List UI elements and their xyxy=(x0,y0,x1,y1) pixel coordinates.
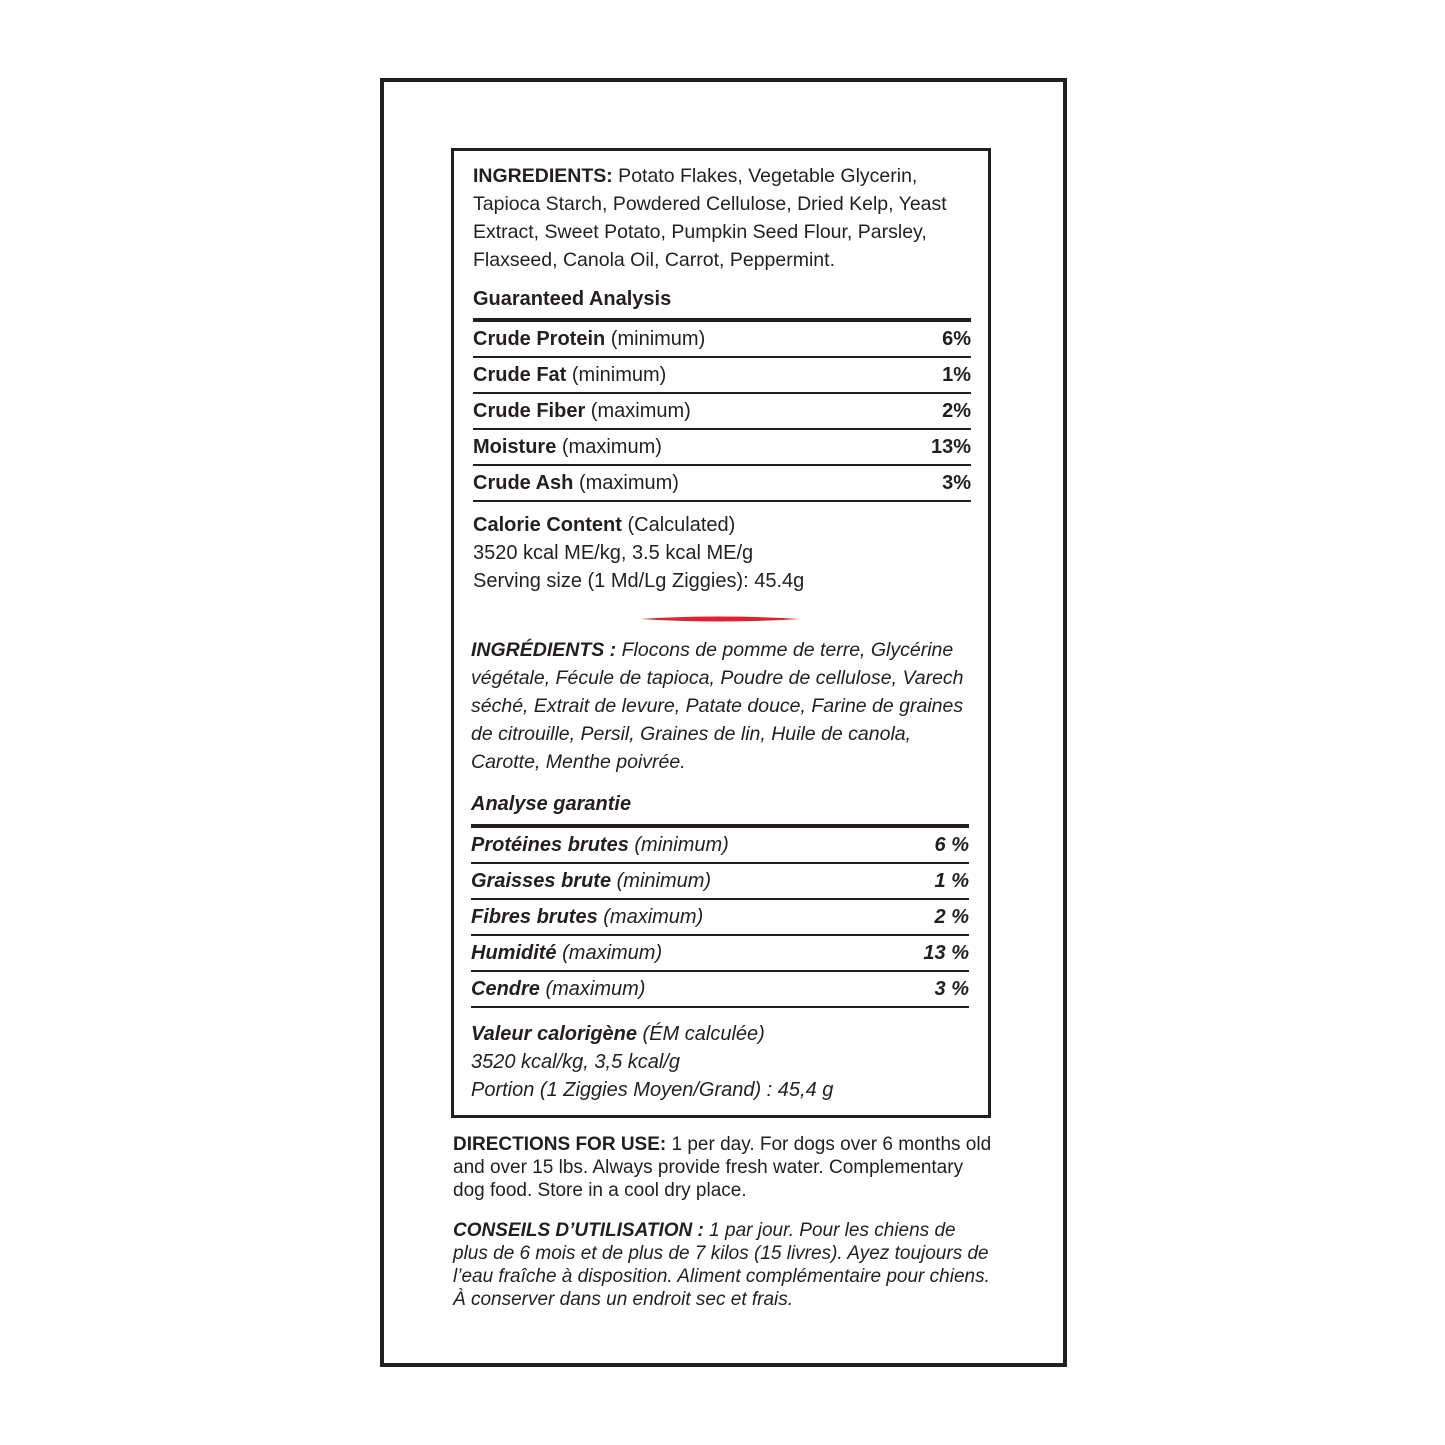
directions-fr-label: CONSEILS D’UTILISATION : xyxy=(453,1220,704,1241)
serving-size: Serving size (1 Md/Lg Ziggies): 45.4g xyxy=(473,570,805,592)
directions-en xyxy=(453,1133,993,1202)
ingredients-fr xyxy=(471,636,971,776)
directions-en-text: 1 per day. For dogs over 6 months old and over 15 lbs. Always provide fresh water. Complementary dog food. Store in a cool dry place. xyxy=(453,1134,992,1201)
row-name: Protéines brutes xyxy=(471,833,629,856)
row-value: 1 % xyxy=(934,869,969,892)
analysis-title-fr: Analyse garantie xyxy=(471,793,632,815)
row-name: Humidité xyxy=(471,941,557,964)
ingredients-en xyxy=(473,162,973,274)
calorie-label: Valeur calorigène xyxy=(471,1023,637,1045)
row-value: 3% xyxy=(942,471,971,494)
analysis-row-moisture xyxy=(473,430,971,466)
calorie-qualifier: (Calculated) xyxy=(621,514,736,536)
row-value: 2% xyxy=(942,399,971,422)
analysis-row-graisses xyxy=(471,864,969,900)
analysis-title-en: Guaranteed Analysis xyxy=(473,288,672,310)
analysis-table-fr xyxy=(471,824,969,1008)
ingredients-fr-text: Flocons de pomme de terre, Glycérine végétale, Fécule de tapioca, Poudre de cellulose, Varech séché, Extrait de levure, Patate douce, Farine de graines de citrouille, Persil, Graines de lin, Huile de canola, Carotte, Menthe poivrée. xyxy=(471,639,964,773)
row-value: 13 % xyxy=(923,941,969,964)
row-qualifier: (minimum) xyxy=(628,833,729,856)
calorie-qualifier: (ÉM calculée) xyxy=(637,1023,765,1045)
row-qualifier: (maximum) xyxy=(597,905,704,928)
row-qualifier: (maximum) xyxy=(585,399,691,422)
analysis-table-en xyxy=(473,318,971,502)
directions-en-label: DIRECTIONS FOR USE: xyxy=(453,1134,667,1155)
analysis-row-fibres xyxy=(471,900,969,936)
analysis-row-fat xyxy=(473,358,971,394)
analysis-row-proteines xyxy=(471,828,969,864)
analysis-row-protein xyxy=(473,322,971,358)
row-qualifier: (maximum) xyxy=(539,977,646,1000)
row-qualifier: (maximum) xyxy=(556,435,662,458)
row-name: Cendre xyxy=(471,977,540,1000)
row-value: 6 % xyxy=(934,833,969,856)
ingredients-en-text: Potato Flakes, Vegetable Glycerin, Tapioca Starch, Powdered Cellulose, Dried Kelp, Yeast Extract, Sweet Potato, Pumpkin Seed Flour, Parsley, Flaxseed, Canola Oil, Carrot, Peppermint. xyxy=(473,165,947,271)
row-value: 1% xyxy=(942,363,971,386)
row-value: 2 % xyxy=(934,905,969,928)
row-name: Crude Ash xyxy=(473,471,574,494)
row-name: Moisture xyxy=(473,435,557,458)
row-qualifier: (minimum) xyxy=(566,363,667,386)
red-divider xyxy=(640,612,800,626)
row-name: Crude Fiber xyxy=(473,399,586,422)
row-value: 13% xyxy=(930,435,971,458)
calorie-line-1: 3520 kcal ME/kg, 3.5 kcal ME/g xyxy=(473,542,754,564)
directions-fr xyxy=(453,1219,993,1311)
analysis-row-humidite xyxy=(471,936,969,972)
analysis-row-cendre xyxy=(471,972,969,1008)
serving-size: Portion (1 Ziggies Moyen/Grand) : 45,4 g xyxy=(471,1079,834,1101)
row-qualifier: (minimum) xyxy=(605,327,706,350)
row-qualifier: (maximum) xyxy=(573,471,679,494)
ingredients-en-label: INGREDIENTS: xyxy=(473,165,613,187)
row-name: Crude Fat xyxy=(473,363,567,386)
row-name: Fibres brutes xyxy=(471,905,598,928)
row-value: 6% xyxy=(942,327,971,350)
ingredients-fr-label: INGRÉDIENTS : xyxy=(471,639,617,661)
calorie-label: Calorie Content xyxy=(473,514,622,536)
row-qualifier: (maximum) xyxy=(556,941,663,964)
calorie-content-en xyxy=(473,511,973,595)
directions-fr-text: 1 par jour. Pour les chiens de plus de 6 mois et de plus de 7 kilos (15 livres). Ayez toujours de l’eau fraîche à disposition. Aliment complémentaire pour chiens. À conserver dans un endroit sec et frais. xyxy=(453,1220,990,1310)
row-name: Crude Protein xyxy=(473,327,606,350)
calorie-line-1: 3520 kcal/kg, 3,5 kcal/g xyxy=(471,1051,681,1073)
row-value: 3 % xyxy=(934,977,969,1000)
row-name: Graisses brute xyxy=(471,869,612,892)
calorie-content-fr xyxy=(471,1020,971,1104)
analysis-row-fiber xyxy=(473,394,971,430)
row-qualifier: (minimum) xyxy=(611,869,712,892)
analysis-row-ash xyxy=(473,466,971,502)
